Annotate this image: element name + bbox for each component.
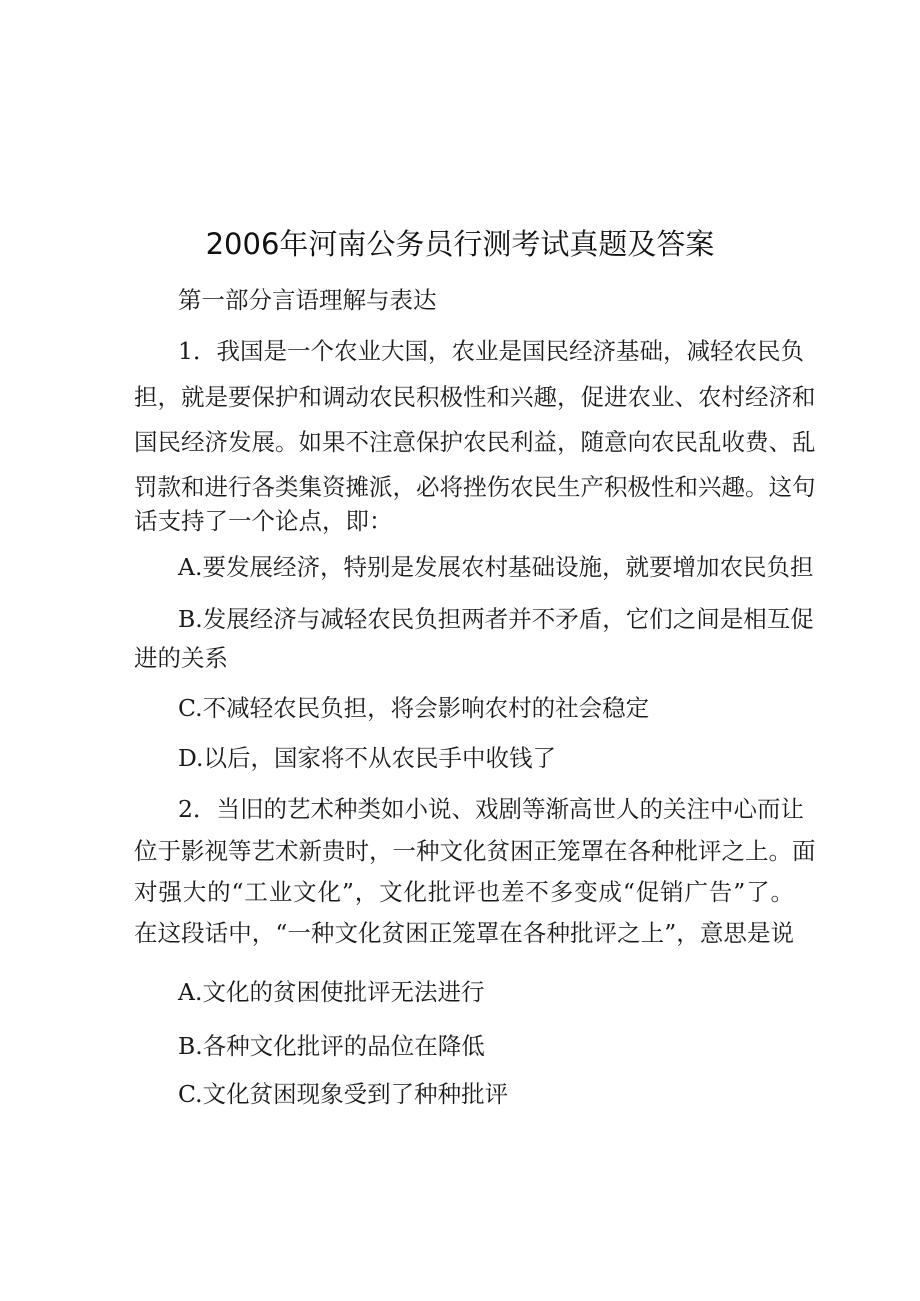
question-2-option-a: A.文化的贫困使批评无法进行 — [178, 978, 485, 1006]
question-1-option-b-line-2: 进的关系 — [134, 644, 228, 672]
question-2-option-c: C.文化贫困现象受到了种种批评 — [178, 1080, 509, 1108]
question-2-option-b: B.各种文化批评的品位在降低 — [178, 1032, 485, 1060]
question-2-line-3: 对强大的“工业文化”，文化批评也差不多变成“促销广告”了。 — [134, 878, 794, 906]
question-1-option-b-line-1: B.发展经济与减轻农民负担两者并不矛盾，它们之间是相互促 — [178, 605, 814, 633]
question-1-option-a: A.要发展经济，特别是发展农村基础设施，就要增加农民负担 — [178, 553, 814, 581]
document-title: 2006年河南公务员行测考试真题及答案 — [205, 227, 715, 261]
question-1-line-5: 话支持了一个论点，即： — [134, 507, 393, 535]
question-2-line-4: 在这段话中，“一种文化贫困正笼罩在各种批评之上”，意思是说 — [134, 919, 794, 947]
question-1-line-2: 担，就是要保护和调动农民积极性和兴趣，促进农业、农村经济和 — [134, 383, 816, 411]
question-2-line-2: 位于影视等艺术新贵时，一种文化贫困正笼罩在各种枇评之上。面 — [134, 837, 816, 865]
question-1-line-4: 罚款和进行各类集资摊派，必将挫伤农民生产积极性和兴趣。这句 — [134, 473, 816, 501]
question-1-option-d: D.以后，国家将不从农民手中收钱了 — [178, 744, 556, 772]
section-heading: 第一部分言语理解与表达 — [178, 286, 437, 314]
question-2-line-1: 2．当旧的艺术种类如小说、戏剧等渐高世人的关注中心而让 — [178, 795, 804, 823]
question-1-line-3: 国民经济发展。如果不注意保护农民利益，随意向农民乱收费、乱 — [134, 428, 816, 456]
question-1-line-1: 1．我国是一个农业大国，农业是国民经济基础，减轻农民负 — [178, 337, 804, 365]
question-1-option-c: C.不减轻农民负担，将会影响农村的社会稳定 — [178, 694, 650, 722]
